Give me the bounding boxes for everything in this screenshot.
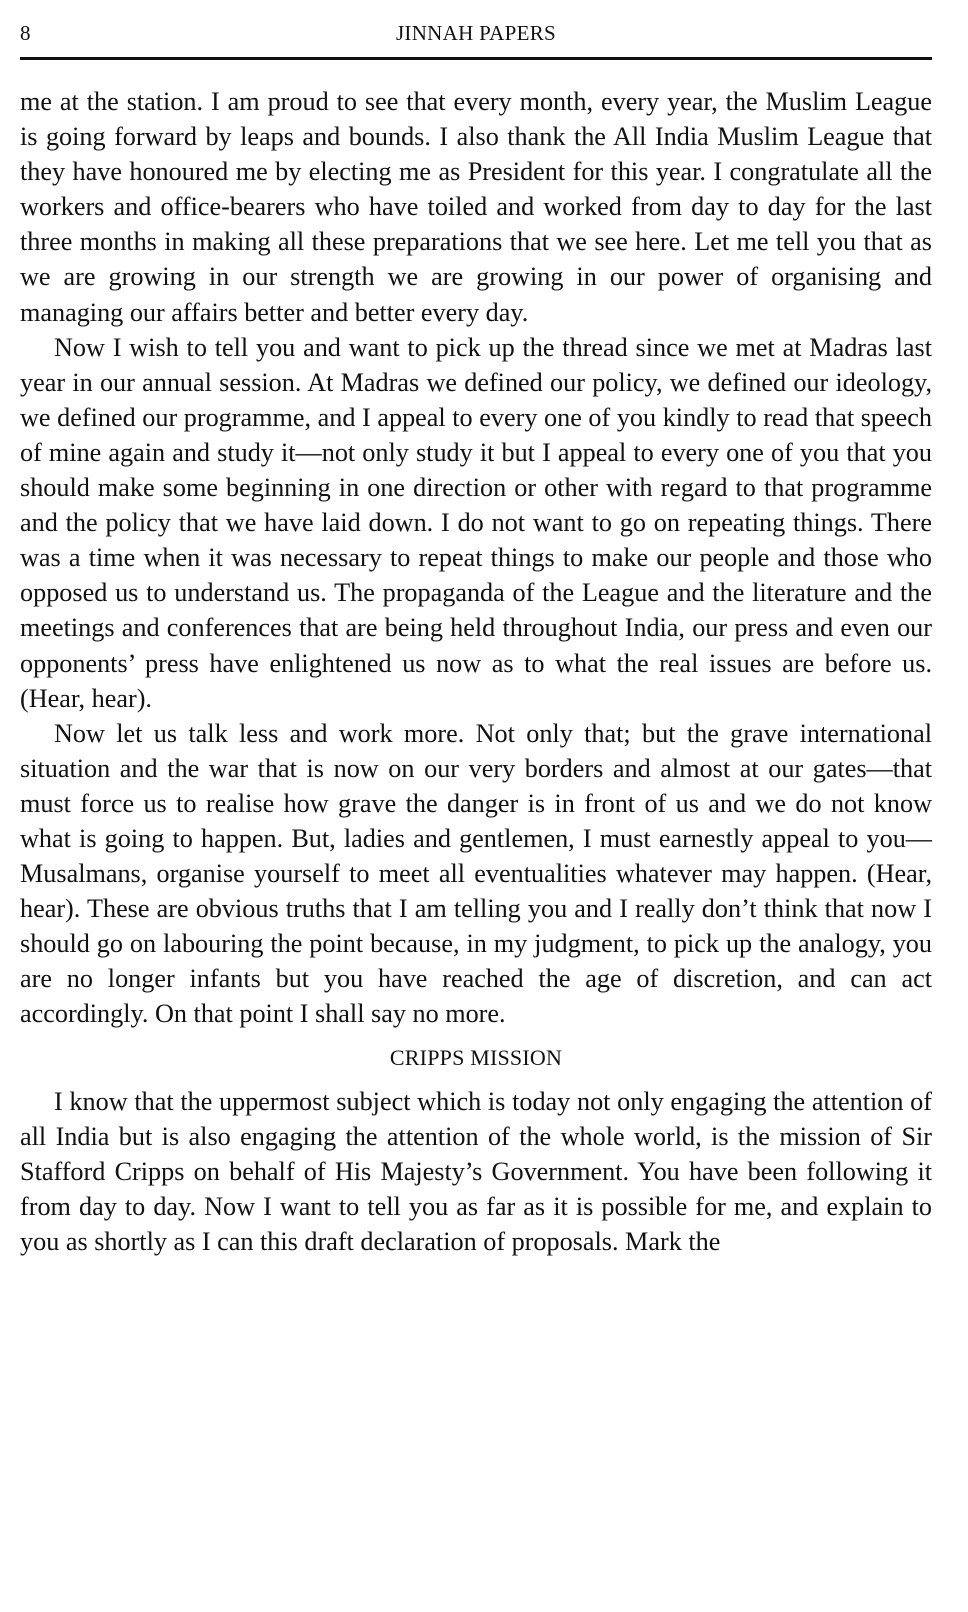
paragraph: Now I wish to tell you and want to pick up the thread since we met at Madras last year in our annual session. At Madras we defined our policy, we defined our ideology, we defined our programme, and I appeal to every one of you kindly to read that speech of mine again and study it—not only study it but I appeal to every one of you that you should make some beginning in one direction or other with regard to that programme and the policy that we have laid down. I do not want to go on repeating things. There was a time when it was necessary to repeat things to make our people and those who opposed us to understand us. The propaganda of the League and the literature and the meetings and conferences that are being held throughout India, our press and even our opponents’ press have enlightened us now as to what the real issues are before us. (Hear, hear). <box>20 332 932 713</box>
page-number: 8 <box>20 21 31 45</box>
book-title: JINNAH PAPERS <box>395 21 557 45</box>
section-heading: CRIPPS MISSION <box>389 1044 563 1070</box>
paragraph: Now let us talk less and work more. Not only that; but the grave international situation and the war that is now on our very borders and almost at our gates—that must force us to realise how grave the danger is in front of us and we do not know what is going to happen. But, ladies and gentlemen, I must earnestly appeal to you—Musalmans, organise yourself to meet all eventualities whatever may happen. (Hear, hear). These are obvious truths that I am telling you and I really don’t think that now I should go on labouring the point because, in my judgment, to pick up the analogy, you are no longer infants but you have reached the age of discretion, and can act accordingly. On that point I shall say no more. <box>20 718 932 1029</box>
paragraph: me at the station. I am proud to see that every month, every year, the Muslim League is going forward by leaps and bounds. I also thank the All India Muslim League that they have honoured me by electing me as President for this year. I congratulate all the workers and office-bearers who have toiled and worked from day to day for the last three months in making all these preparations that we see here. Let me tell you that as we are growing in our strength we are growing in our power of organising and managing our affairs better and better every day. <box>20 87 932 327</box>
header-rule <box>20 57 932 60</box>
body-text <box>20 84 932 1259</box>
paragraph: I know that the uppermost subject which is today not only engaging the attention of all India but is also engaging the attention of the whole world, is the mission of Sir Stafford Cripps on behalf of His Majesty’s Government. You have been following it from day to day. Now I want to tell you as far as it is possible for me, and explain to you as shortly as I can this draft declaration of proposals. Mark the <box>20 1086 932 1256</box>
running-head <box>20 18 932 48</box>
